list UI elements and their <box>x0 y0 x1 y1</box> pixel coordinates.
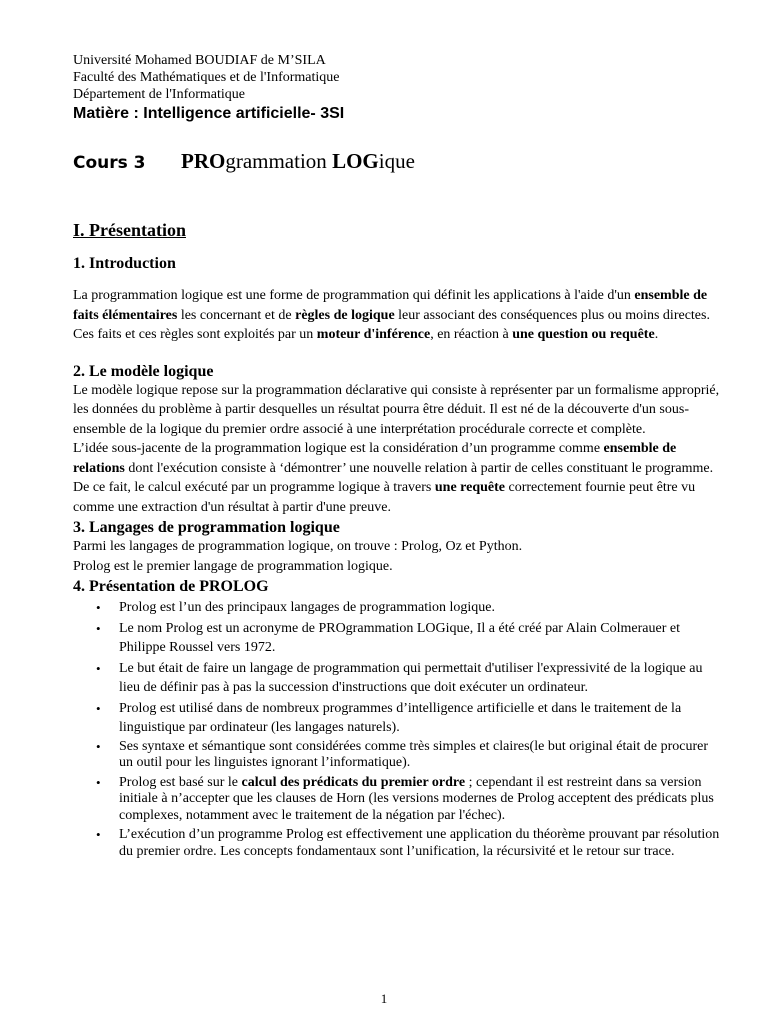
list-item <box>73 699 723 738</box>
model-paragraph-2 <box>73 439 723 478</box>
page-number: 1 <box>380 991 388 1006</box>
course-title-plain-1: grammation <box>225 149 333 173</box>
bold-run: calcul des prédicats du premier ordre <box>241 774 466 790</box>
languages-paragraph-1: Parmi les langages de programmation logique, on trouve : Prolog, Oz et Python. <box>73 539 523 554</box>
model-paragraph-1: Le modèle logique repose sur la programmation déclarative qui consiste à représenter par un formalisme approprié, les données du problème à partir desquelles un résultat pourra être déduit. Il est né de la découverte d'un sous-ensemble de la logique du premier ordre associé à une interprétation procédurale correcte et complète. <box>73 382 720 437</box>
bold-run: ensemble de relations <box>73 441 677 476</box>
course-title <box>181 149 415 174</box>
bullet-icon: • <box>96 600 101 615</box>
bold-run: moteur d'inférence <box>316 327 431 342</box>
subject-line: Matière : Intelligence artificielle- 3SI <box>73 105 345 122</box>
bullet-icon: • <box>96 620 101 636</box>
text-run: De ce fait, le calcul exécuté par un programme logique à travers <box>73 480 435 495</box>
text-run: La programmation logique est une forme de programmation qui définit les applications à l'aide d'un <box>73 288 635 303</box>
bullet-icon: • <box>96 700 101 716</box>
bullet-icon: • <box>96 774 101 790</box>
university-name: Université Mohamed BOUDIAF de M’SILA <box>73 53 326 68</box>
list-item <box>73 775 723 825</box>
list-item-text: L’exécution d’un programme Prolog est effectivement une application du théorème prouvant par résolution du premier ordre. Les concepts fondamentaux sont l’unification, la récursivité et le retour sur trace. <box>119 827 720 859</box>
list-item <box>73 739 723 772</box>
list-item <box>73 619 723 658</box>
department-name: Département de l'Informatique <box>73 87 246 102</box>
bullet-icon: • <box>96 738 101 754</box>
text-run: Prolog est basé sur le <box>119 774 242 790</box>
course-title-line <box>73 149 723 174</box>
list-item <box>73 827 723 860</box>
bold-run: une question ou requête <box>512 327 655 342</box>
intro-paragraph-2 <box>73 325 723 345</box>
bold-run: ensemble de faits élémentaires <box>73 288 708 323</box>
course-title-bold-1: PRO <box>181 149 226 173</box>
text-run: ; cependant il est restreint dans sa version initiale à n’accepter que les clauses de Horn (les versions modernes de Prolog acceptent des prédicats plus complexes, notamment avec le traitement de la négation par l'échec). <box>119 774 714 823</box>
text-run: correctement fournie peut être vu comme une extraction d'un résultat à partir d'une preuve. <box>73 480 696 515</box>
course-number: Cours 3 <box>73 153 146 173</box>
languages-paragraph-2: Prolog est le premier langage de programmation logique. <box>73 558 393 574</box>
text-run: Ces faits et ces règles sont exploités par un <box>73 327 317 342</box>
text-run: dont l'exécution consiste à ‘démontrer’ une nouvelle relation à partir de celles constituant le programme. <box>124 460 714 476</box>
heading-prolog-presentation: 4. Présentation de PROLOG <box>73 578 269 595</box>
list-item-text: Ses syntaxe et sémantique sont considérées comme très simples et claires(le but original était de procurer un outil pour les linguistes ignorant l’informatique). <box>119 738 708 770</box>
section-heading-presentation: I. Présentation <box>73 220 186 240</box>
document-header <box>73 52 723 103</box>
list-item <box>73 659 723 698</box>
bold-run: une requête <box>434 480 506 495</box>
document-page <box>73 52 723 863</box>
heading-logic-languages: 3. Langages de programmation logique <box>73 519 340 536</box>
course-title-plain-2: ique <box>378 149 415 173</box>
prolog-bullet-list <box>73 598 723 860</box>
text-run: L’idée sous-jacente de la programmation logique est la considération d’un programme comme <box>73 441 604 456</box>
model-paragraph-3 <box>73 478 723 517</box>
intro-paragraph-1 <box>73 286 723 325</box>
heading-introduction: 1. Introduction <box>73 255 176 272</box>
course-title-bold-2: LOG <box>332 149 379 173</box>
text-run: leur associant des conséquences plus ou moins directes. <box>394 307 710 323</box>
heading-logic-model: 2. Le modèle logique <box>73 362 214 380</box>
text-run: les concernant et de <box>177 307 296 323</box>
list-item-text: Prolog est utilisé dans de nombreux programmes d’intelligence artificielle et dans le traitement de la linguistique par ordinateur (les langages naturels). <box>119 700 682 735</box>
bullet-icon: • <box>96 827 101 842</box>
text-run: . <box>654 327 659 342</box>
list-item-text: Prolog est l’un des principaux langages de programmation logique. <box>119 600 495 615</box>
list-item-text: Le nom Prolog est un acronyme de PROgrammation LOGique, Il a été créé par Alain Colmerauer et Philippe Roussel vers 1972. <box>119 620 680 655</box>
bullet-icon: • <box>96 660 101 676</box>
faculty-name: Faculté des Mathématiques et de l'Informatique <box>73 70 340 85</box>
list-item <box>73 598 723 618</box>
list-item-text: Le but était de faire un langage de programmation qui permettait d'utiliser l'expressivité de la logique au lieu de définir pas à pas la succession d'instructions que doit exécuter un ordinateur. <box>119 660 703 695</box>
text-run: , en réaction à <box>430 327 513 342</box>
bold-run: règles de logique <box>295 307 395 323</box>
